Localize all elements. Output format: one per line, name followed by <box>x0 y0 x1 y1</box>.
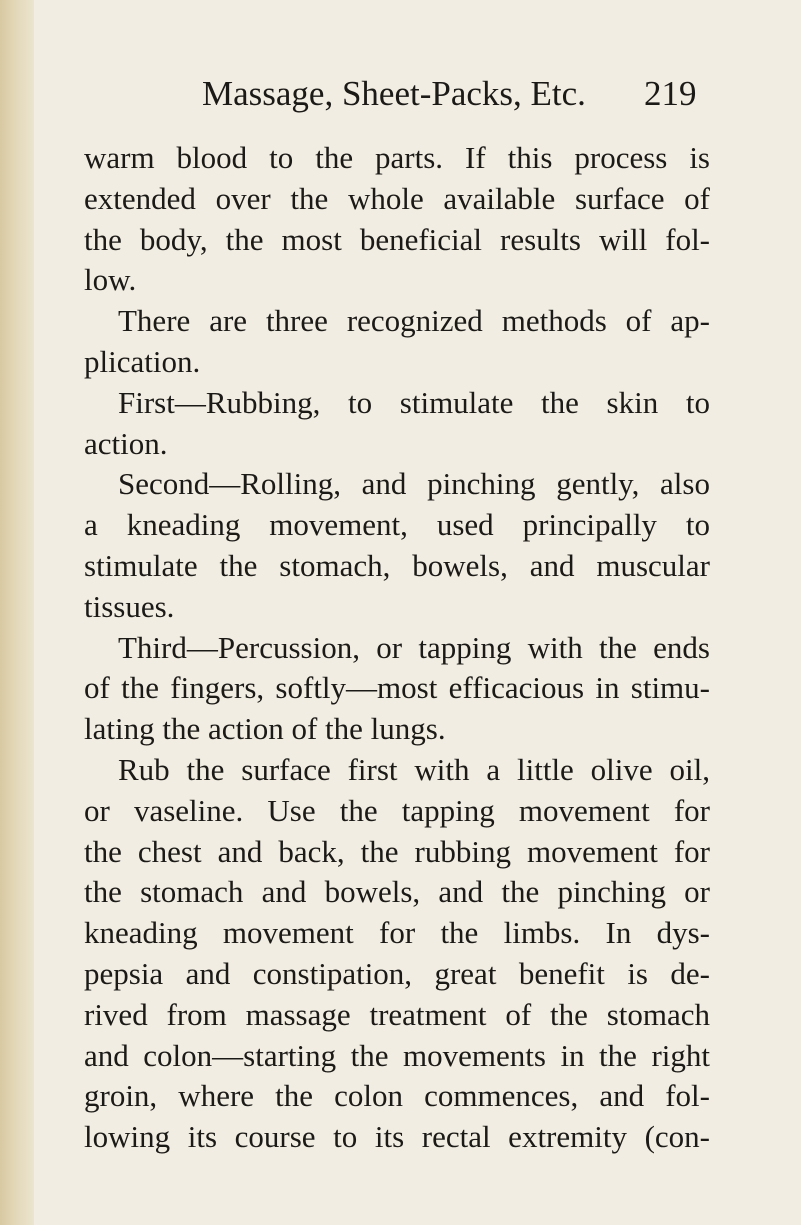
text-line: low. <box>84 262 137 298</box>
text-line: Third—Percussion, or tapping with the ends <box>118 629 710 665</box>
text-line: the stomach and bowels, and the pinching or <box>84 874 710 910</box>
page-binding-edge <box>0 0 34 1225</box>
text-line: extended over the whole available surface of <box>84 180 710 216</box>
text-line: rived from massage treatment of the stomach <box>84 996 710 1032</box>
text-line: warm blood to the parts. If this process is <box>84 140 710 175</box>
text-line: pepsia and constipation, great benefit is de- <box>84 955 710 991</box>
text-line: Rub the surface first with a little olive oil, <box>118 751 710 787</box>
text-line: a kneading movement, used principally to <box>84 507 710 543</box>
running-title: Massage, Sheet-Packs, Etc. <box>202 74 586 113</box>
book-page <box>34 0 801 1225</box>
text-line: tissues. <box>84 588 175 624</box>
text-line: or vaseline. Use the tapping movement for <box>84 792 710 828</box>
text-line: lating the action of the lungs. <box>84 711 446 747</box>
running-header <box>34 72 801 116</box>
text-line: action. <box>84 425 168 461</box>
body-text <box>84 138 710 1158</box>
text-line: groin, where the colon commences, and fol- <box>84 1078 710 1114</box>
text-line: stimulate the stomach, bowels, and muscular <box>84 547 710 583</box>
text-line: There are three recognized methods of ap- <box>118 303 710 339</box>
text-line: of the fingers, softly—most efficacious in stimu- <box>84 670 710 706</box>
text-line: and colon—starting the movements in the right <box>84 1037 710 1073</box>
text-line: the chest and back, the rubbing movement for <box>84 833 710 869</box>
text-line: lowing its course to its rectal extremity (con- <box>84 1119 710 1155</box>
page-number: 219 <box>644 74 697 113</box>
text-line: Second—Rolling, and pinching gently, also <box>118 466 710 502</box>
text-line: kneading movement for the limbs. In dys- <box>84 915 710 951</box>
text-line: plication. <box>84 343 201 379</box>
text-line: First—Rubbing, to stimulate the skin to <box>118 384 710 420</box>
text-line: the body, the most beneficial results will fol- <box>84 221 710 257</box>
